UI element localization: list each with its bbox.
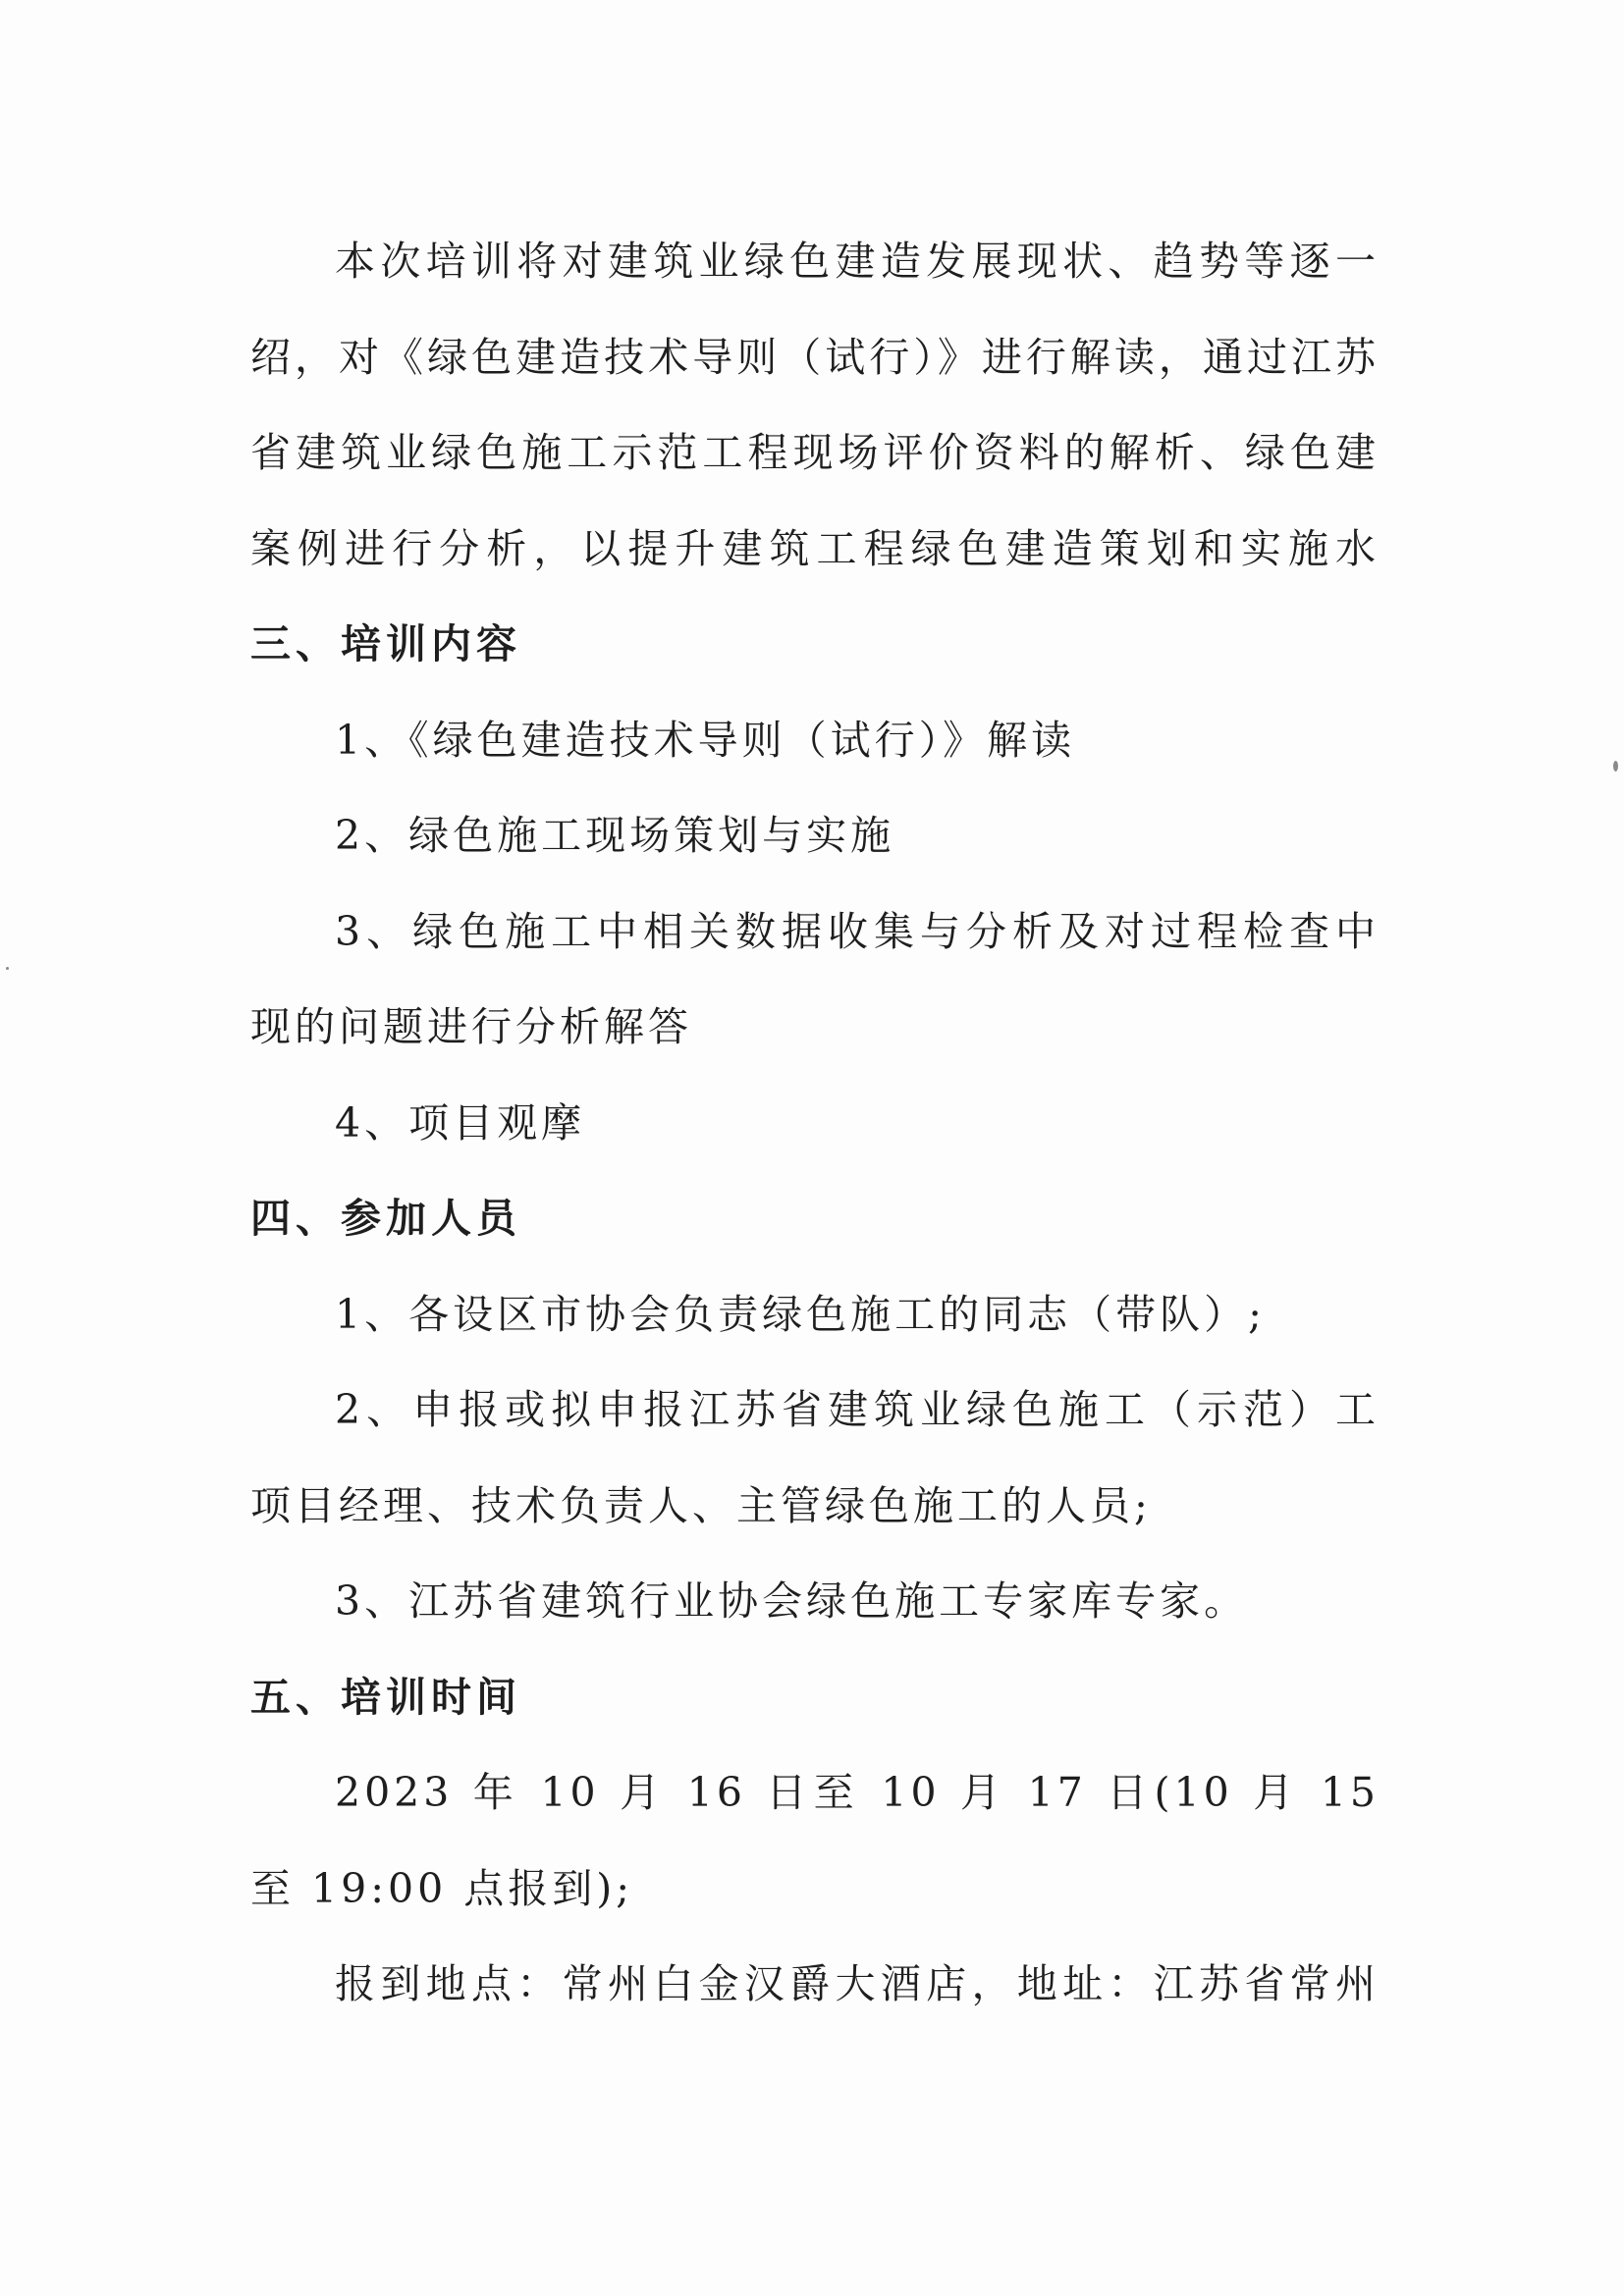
- paragraph-line: 案例进行分析，以提升建筑工程绿色建造策划和实施水: [250, 524, 1380, 572]
- paragraph-line: 报到地点：常州白金汉爵大酒店，地址：江苏省常州: [335, 1960, 1380, 2007]
- training-time-paragraph: [250, 1745, 1380, 2033]
- paragraph-line: 至 19:00 点报到);: [250, 1864, 634, 1912]
- list-item: 2、绿色施工现场策划与实施: [335, 812, 895, 859]
- section-heading-training-time: 五、培训时间: [250, 1673, 521, 1721]
- list-item: 2、申报或拟申报江苏省建筑业绿色施工（示范）工: [335, 1386, 1380, 1433]
- list-item: 3、绿色施工中相关数据收集与分析及对过程检查中: [335, 907, 1380, 955]
- document-body: [250, 214, 1380, 2033]
- section-heading-participants: 四、参加人员: [250, 1195, 521, 1242]
- intro-paragraph: [250, 214, 1380, 597]
- scan-speck: [6, 967, 9, 970]
- paragraph-line: 省建筑业绿色施工示范工程现场评价资料的解析、绿色建: [250, 429, 1380, 476]
- list-item-continuation: 现的问题进行分析解答: [250, 1003, 692, 1050]
- participants-list: [250, 1267, 1380, 1650]
- scan-speck: [1613, 761, 1618, 772]
- list-item: 1、各设区市协会负责绿色施工的同志（带队）;: [335, 1290, 1266, 1338]
- paragraph-line: 绍，对《绿色建造技术导则（试行）》进行解读，通过江苏: [250, 333, 1380, 381]
- section-heading-training-content: 三、培训内容: [250, 620, 521, 667]
- list-item-continuation: 项目经理、技术负责人、主管绿色施工的人员;: [250, 1481, 1152, 1529]
- list-item: 3、江苏省建筑行业协会绿色施工专家库专家。: [335, 1577, 1249, 1625]
- list-item: 4、项目观摩: [335, 1098, 586, 1147]
- training-content-list: [250, 693, 1380, 1172]
- list-item: 1、《绿色建造技术导则（试行）》解读: [335, 716, 1076, 764]
- paragraph-line: 2023 年 10 月 16 日至 10 月 17 日(10 月 15: [335, 1769, 1380, 1816]
- paragraph-line: 本次培训将对建筑业绿色建造发展现状、趋势等逐一: [335, 238, 1380, 285]
